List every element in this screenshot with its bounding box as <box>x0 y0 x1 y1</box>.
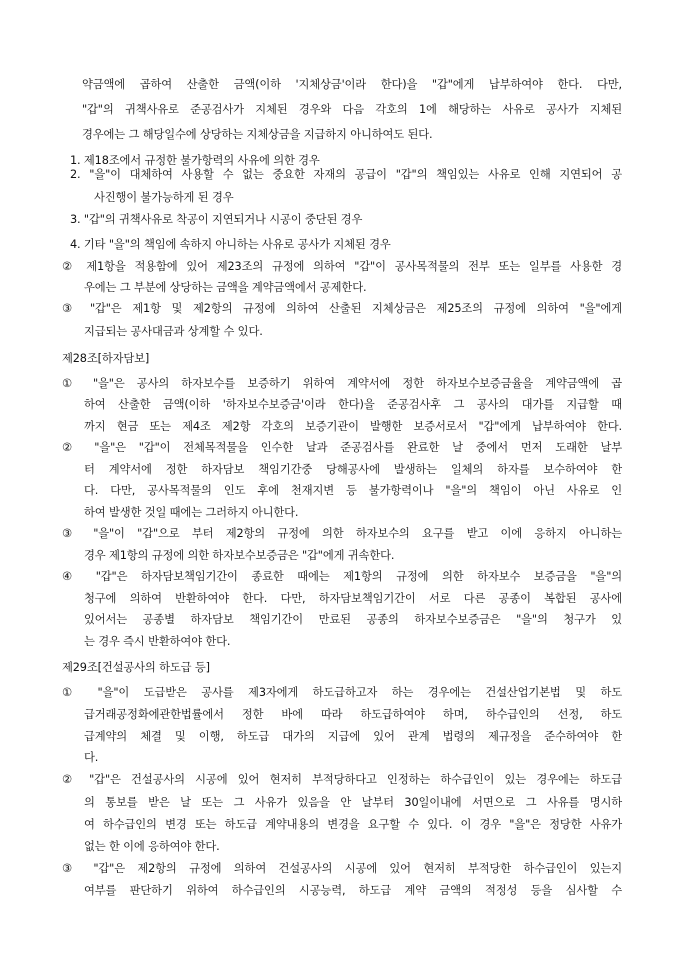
article-heading: 제29조[건설공사의 하도급 등] <box>62 661 210 674</box>
paragraph-line: 우에는 그 부분에 상당하는 금액을 계약금액에서 공제한다. <box>84 281 367 294</box>
paragraph-line: 급거래공정화에관한법률에서 정한 바에 따라 하도급하여야 하며, 하수급인의 선정, 하도 <box>84 708 622 721</box>
list-item-continuation: 사진행이 불가능하게 된 경우 <box>94 191 234 204</box>
paragraph-line: 있어서는 공종별 하자담보 책임기간이 만료된 공종의 하자보수보증금은 "을"의 청구가 있 <box>84 613 622 626</box>
paragraph-line: 하여 발생한 것일 때에는 그러하지 아니한다. <box>84 506 299 519</box>
paragraph-line: 없는 한 이에 응하여야 한다. <box>84 840 220 853</box>
paragraph-line: ③ "을"이 "갑"으로 부터 제2항의 규정에 의한 하자보수의 요구를 받고 이에 응하지 아니하는 <box>62 527 622 540</box>
paragraph-line: 급계약의 체결 및 이행, 하도급 대가의 지급에 있어 관계 법령의 제규정을 준수하여야 한 <box>84 730 622 743</box>
paragraph-line: 청구에 의하여 반환하여야 한다. 다만, 하자담보책임기간이 서로 다른 공종이 복합된 공사에 <box>84 592 622 605</box>
paragraph-line: ② 제1항을 적용함에 있어 제23조의 규정에 의하여 "갑"이 공사목적물의 전부 또는 일부를 사용한 경 <box>62 260 622 273</box>
paragraph-line: ① "을"은 공사의 하자보수를 보증하기 위하여 계약서에 정한 하자보수보증금율을 계약금액에 곱 <box>62 377 622 390</box>
article-heading: 제28조[하자담보] <box>62 352 150 365</box>
paragraph-line: 다. <box>84 751 99 764</box>
paragraph-line: 다. 다만, 공사목적물의 인도 후에 천재지변 등 불가항력이나 "을"의 책임이 아닌 사유로 인 <box>84 484 622 497</box>
paragraph-line: 까지 현금 또는 제4조 제2항 각호의 보증기관이 발행한 보증서로서 "갑"에게 납부하여야 한다. <box>84 420 622 433</box>
paragraph-line: 지급되는 공사대금과 상계할 수 있다. <box>84 325 263 338</box>
paragraph-line: ② "갑"은 건설공사의 시공에 있어 현저히 부적당하다고 인정하는 하수급인이 있는 경우에는 하도급 <box>62 773 622 786</box>
paragraph-line: ② "을"은 "갑"이 전체목적물을 인수한 날과 준공검사를 완료한 날 중에서 먼저 도래한 날부 <box>62 441 622 454</box>
list-item: 1. 제18조에서 규정한 불가항력의 사유에 의한 경우 <box>70 154 320 167</box>
paragraph-line: 여 하수급인의 변경 또는 하도급 계약내용의 변경을 요구할 수 있다. 이 경우 "을"은 정당한 사유가 <box>84 818 622 831</box>
paragraph-line: 경우 제1항의 규정에 의한 하자보수보증금은 "갑"에게 귀속한다. <box>84 549 395 562</box>
paragraph-line: 여부를 판단하기 위하여 하수급인의 시공능력, 하도급 계약 금액의 적정성 등을 심사할 수 <box>84 884 622 897</box>
paragraph-line: ③ "갑"은 제2항의 규정에 의하여 건설공사의 시공에 있어 현저히 부적당한 하수급인이 있는지 <box>62 862 622 875</box>
paragraph-line: ④ "갑"은 하자담보책임기간이 종료한 때에는 제1항의 규정에 의한 하자보수 보증금을 "을"의 <box>62 570 622 583</box>
list-item: 2. "을"이 대체하여 사용할 수 없는 중요한 자재의 공급이 "갑"의 책임있는 사유로 인해 지연되어 공 <box>70 168 622 181</box>
paragraph-line: 터 계약서에 정한 하자담보 책임기간중 당해공사에 발생하는 일체의 하자를 보수하여야 한 <box>84 463 622 476</box>
intro-line: "갑"의 귀책사유로 준공검사가 지체된 경우와 다음 각호의 1에 해당하는 사유로 공사가 지체된 <box>82 103 622 116</box>
list-item: 4. 기타 "을"의 책임에 속하지 아니하는 사유로 공사가 지체된 경우 <box>70 238 391 251</box>
paragraph-line: 하여 산출한 금액(이하 '하자보수보증금'이라 한다)을 준공검사후 그 공사의 대가를 지급할 때 <box>84 398 622 411</box>
paragraph-line: ① "을"이 도급받은 공사를 제3자에게 하도급하고자 하는 경우에는 건설산업기본법 및 하도 <box>62 686 622 699</box>
list-item: 3. "갑"의 귀책사유로 착공이 지연되거나 시공이 중단된 경우 <box>70 213 363 226</box>
paragraph-line: ③ "갑"은 제1항 및 제2항의 규정에 의하여 산출된 지체상금은 제25조의 규정에 의하여 "을"에게 <box>62 302 622 315</box>
intro-line: 경우에는 그 해당일수에 상당하는 지체상금을 지급하지 아니하여도 된다. <box>82 128 433 141</box>
intro-line: 약금액에 곱하여 산출한 금액(이하 '지체상금'이라 한다)을 "갑"에게 납부하여야 한다. 다만, <box>82 78 622 91</box>
paragraph-line: 의 통보를 받은 날 또는 그 사유가 있음을 안 날부터 30일이내에 서면으로 그 사유를 명시하 <box>84 796 622 809</box>
paragraph-line: 는 경우 즉시 반환하여야 한다. <box>84 635 231 648</box>
